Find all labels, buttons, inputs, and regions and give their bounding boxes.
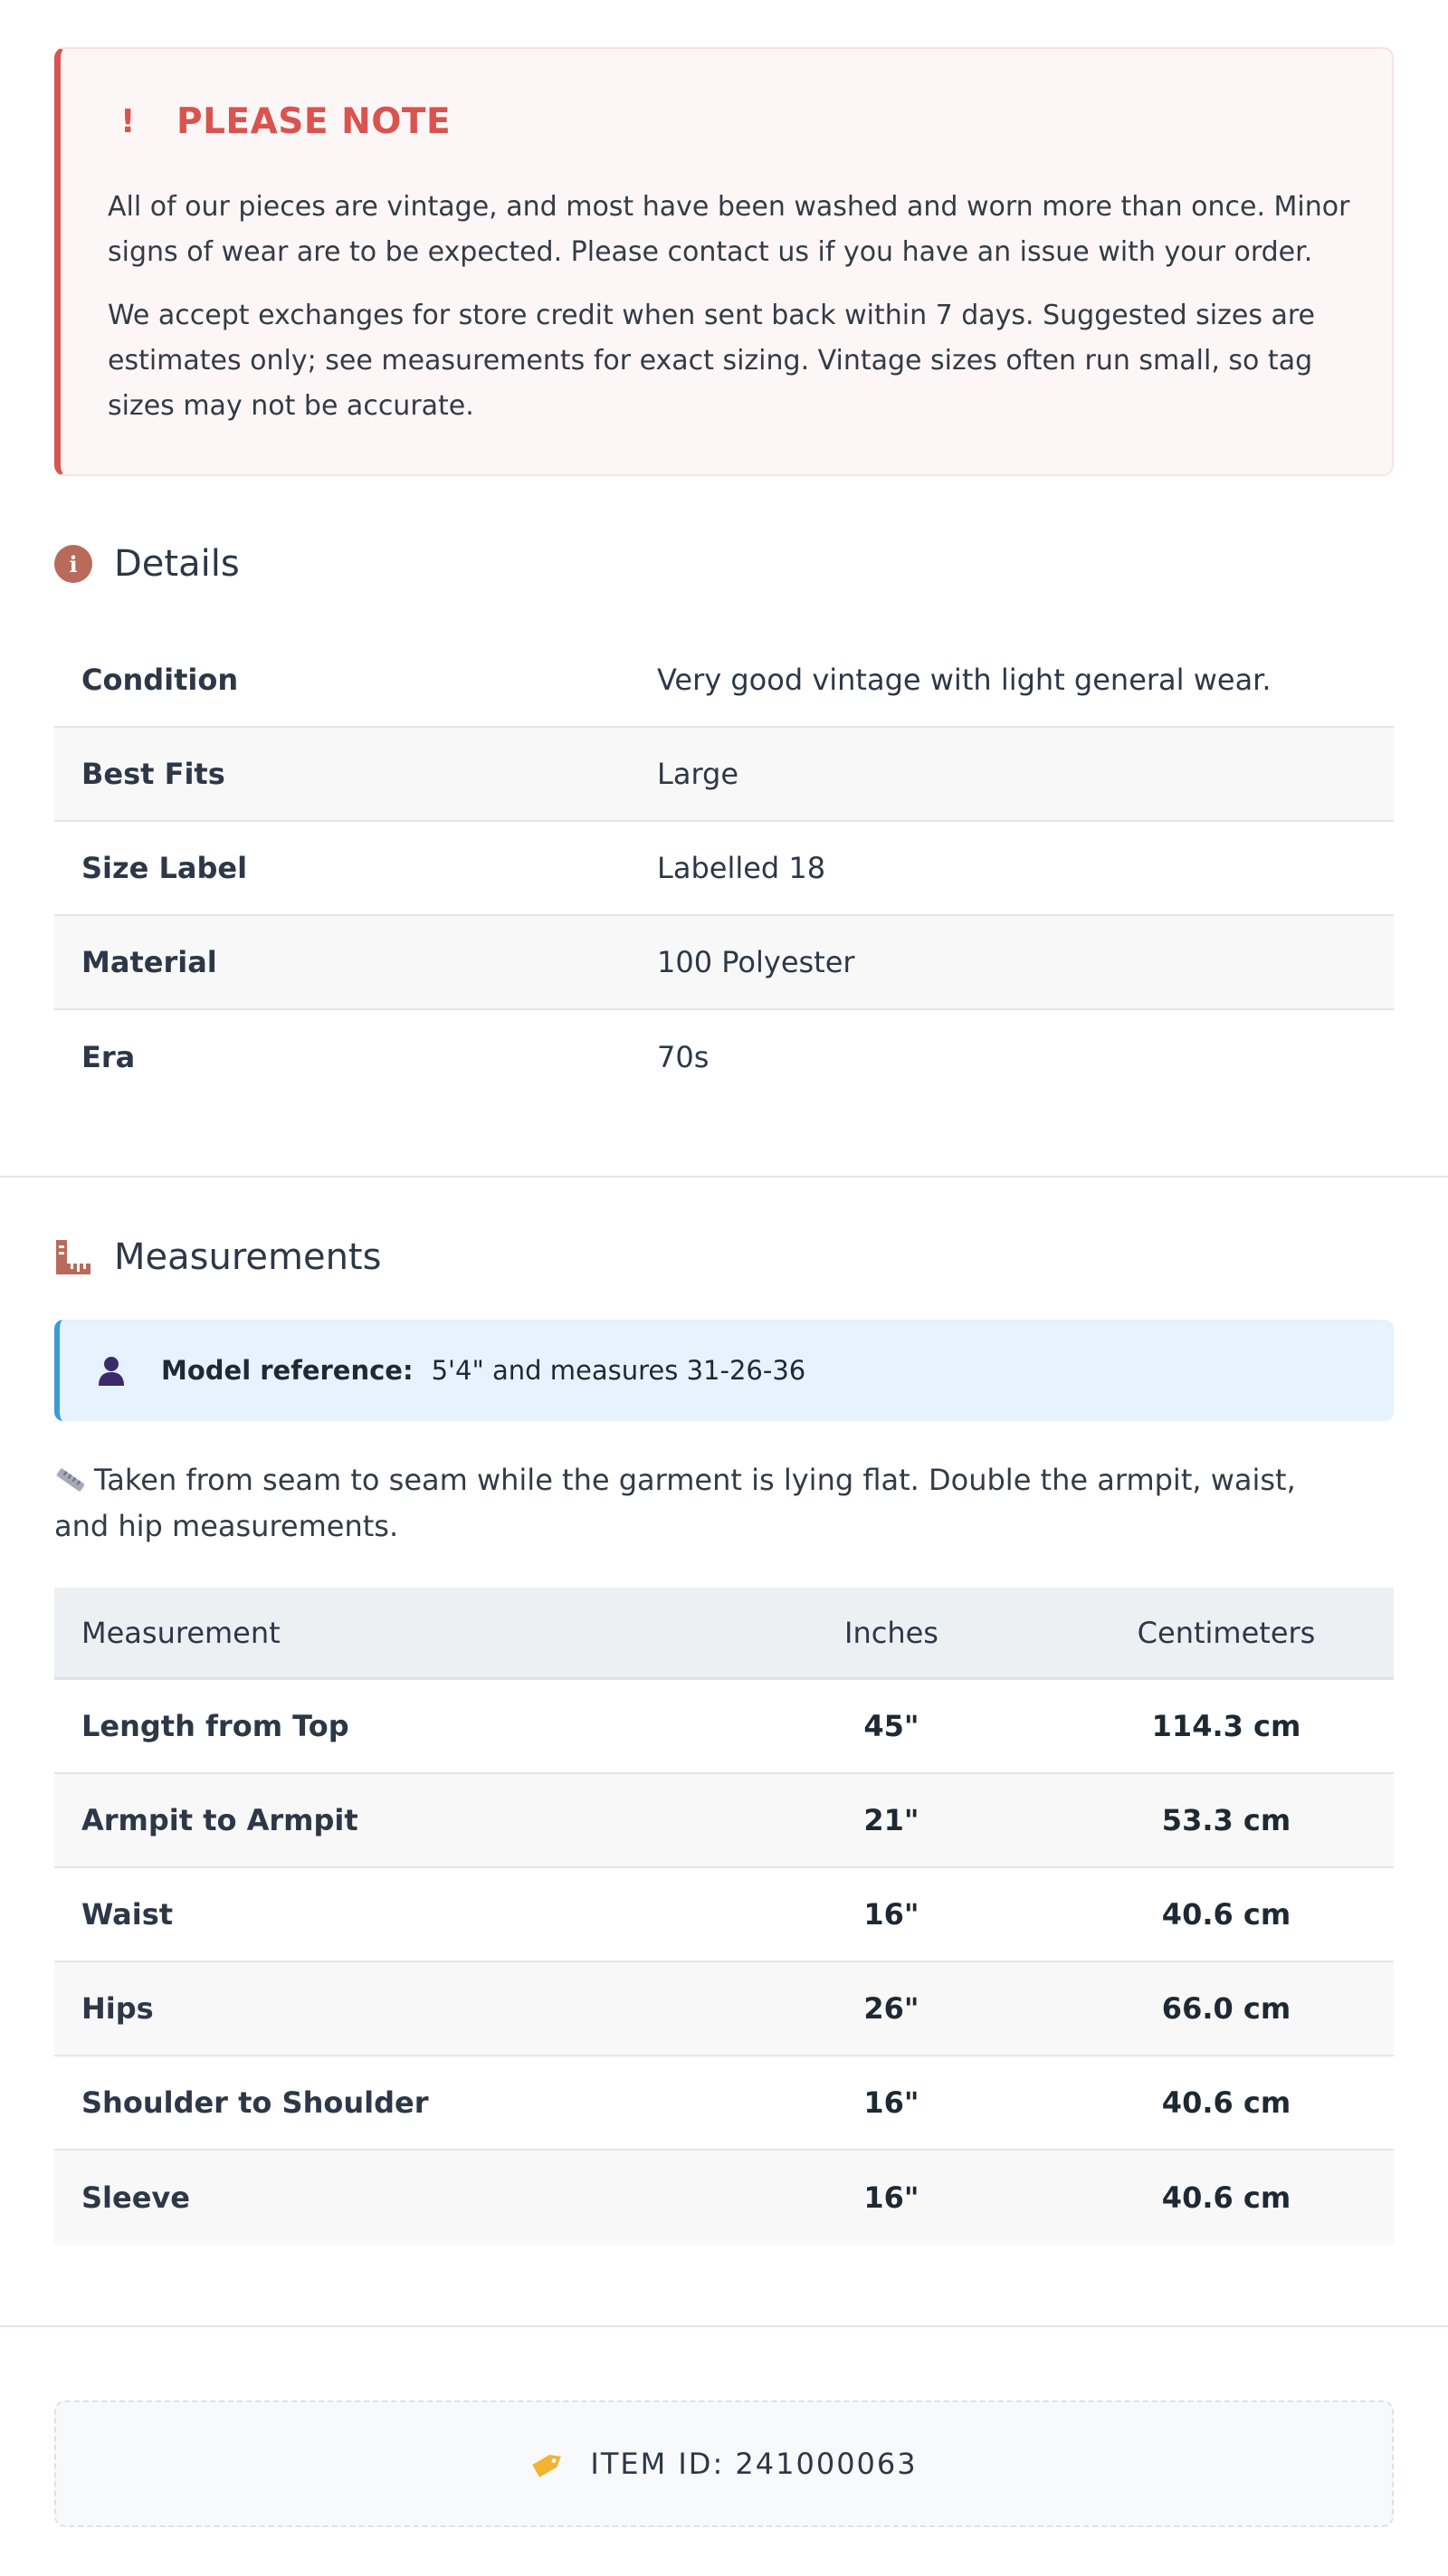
column-header-inches: Inches (844, 1615, 938, 1650)
details-label: Condition (81, 663, 239, 697)
tag-icon (530, 2449, 567, 2478)
details-row (54, 822, 1394, 916)
measurement-name: Waist (81, 1897, 174, 1932)
measurement-inches: 16" (863, 2180, 919, 2215)
details-heading (54, 539, 240, 588)
measurement-name: Length from Top (81, 1709, 349, 1743)
column-header-measurement: Measurement (81, 1615, 281, 1650)
table-row (54, 1868, 1394, 1962)
person-icon (96, 1355, 127, 1386)
section-divider (0, 1176, 1448, 1178)
details-value: 100 Polyester (657, 945, 855, 979)
measurement-name: Shoulder to Shoulder (81, 2085, 429, 2120)
details-row (54, 1010, 1394, 1104)
measurement-name: Hips (81, 1991, 154, 2026)
details-label: Size Label (81, 851, 248, 885)
details-label: Era (81, 1040, 136, 1074)
details-label: Best Fits (81, 757, 225, 791)
measurement-cm: 114.3 cm (1151, 1709, 1301, 1743)
ruler-icon (54, 1238, 92, 1276)
measurement-name: Armpit to Armpit (81, 1803, 358, 1837)
measurement-cm: 40.6 cm (1161, 2180, 1291, 2215)
notice-box (54, 47, 1394, 476)
section-divider (0, 2325, 1448, 2327)
notice-title: PLEASE NOTE (176, 100, 452, 142)
details-value: Very good vintage with light general wear. (657, 663, 1272, 697)
model-reference-value: 5'4" and measures 31-26-36 (431, 1355, 806, 1386)
measurement-inches: 16" (863, 2085, 919, 2120)
measurements-heading (54, 1233, 381, 1282)
measurements-table (54, 1588, 1394, 2245)
exclamation-icon: ! (120, 102, 136, 140)
measurement-name: Sleeve (81, 2180, 190, 2215)
details-table (54, 634, 1394, 1104)
details-row (54, 634, 1394, 728)
model-reference (54, 1320, 1394, 1421)
column-header-centimeters: Centimeters (1137, 1615, 1316, 1650)
notice-paragraph: All of our pieces are vintage, and most have been washed and worn more than once. Minor signs of wear are to be expected. Please contact us if you have an issue with your order. (108, 191, 1350, 268)
item-id-box (54, 2400, 1394, 2527)
measurement-note (54, 1457, 1358, 1550)
ruler-small-icon (54, 1466, 87, 1493)
details-row (54, 916, 1394, 1010)
measurement-inches: 26" (863, 1991, 919, 2026)
section-title: Details (114, 543, 240, 585)
table-row (54, 2151, 1394, 2245)
notice-header (120, 100, 452, 142)
details-label: Material (81, 945, 217, 979)
measurement-cm: 53.3 cm (1161, 1803, 1291, 1837)
item-id-text: ITEM ID: 241000063 (590, 2447, 918, 2481)
measurement-inches: 16" (863, 1897, 919, 1932)
table-row (54, 1774, 1394, 1868)
table-row (54, 1962, 1394, 2056)
table-row (54, 2056, 1394, 2151)
measurement-cm: 40.6 cm (1161, 2085, 1291, 2120)
details-value: 70s (657, 1040, 710, 1074)
table-row (54, 1680, 1394, 1774)
measurement-cm: 66.0 cm (1161, 1991, 1291, 2026)
measurement-inches: 21" (863, 1803, 919, 1837)
model-reference-label: Model reference: (161, 1355, 414, 1386)
measurement-cm: 40.6 cm (1161, 1897, 1291, 1932)
details-value: Labelled 18 (657, 851, 826, 885)
measurement-inches: 45" (863, 1709, 919, 1743)
section-title: Measurements (114, 1236, 382, 1278)
table-header (54, 1588, 1394, 1680)
details-value: Large (657, 757, 739, 791)
info-icon: i (54, 545, 92, 583)
measurement-note-text: Taken from seam to seam while the garment is lying flat. Double the armpit, waist, and hip measurements. (54, 1463, 1296, 1543)
details-row (54, 728, 1394, 822)
notice-paragraph: We accept exchanges for store credit when sent back within 7 days. Suggested sizes are estimates only; see measurements for exact sizing. Vintage sizes often run small, so tag sizes may not be accurate. (108, 300, 1316, 422)
